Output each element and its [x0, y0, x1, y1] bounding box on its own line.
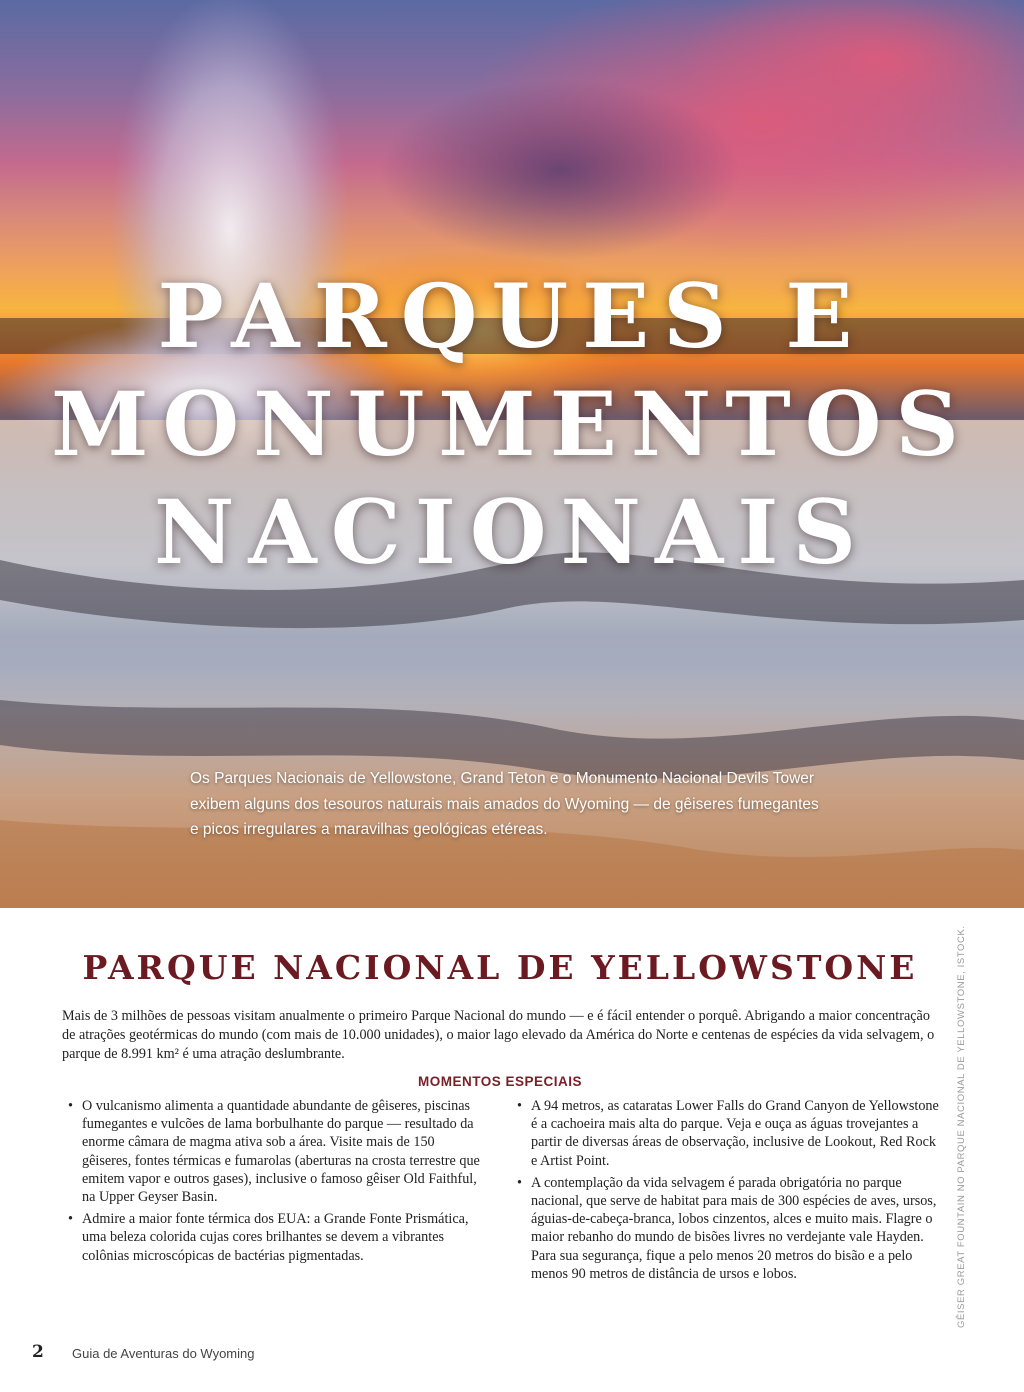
section-title: PARQUE NACIONAL DE YELLOWSTONE	[82, 948, 918, 987]
page-title	[0, 262, 1024, 586]
title-line: MONUMENTOS	[51, 372, 973, 476]
intro-paragraph: Os Parques Nacionais de Yellowstone, Grand Teton e o Monumento Nacional Devils Tower exibem alguns dos tesouros naturais mais amados do Wyoming — de gêiseres fumegantes e picos irregulares a maravilhas geológicas etéreas.	[190, 770, 819, 838]
lead-paragraph: Mais de 3 milhões de pessoas visitam anualmente o primeiro Parque Nacional do mundo — e é fácil entender o porquê. Abrigando a maior concentração de atrações geotérmicas do mundo (com mais de 10.000 unidades), o maior lago elevado da América do Norte e centenas de espécies da vida selvagem, o parque de 8.991 km² é uma atração deslumbrante.	[62, 1008, 935, 1062]
highlights-list-right	[517, 1097, 941, 1287]
subhead-highlights: MOMENTOS ESPECIAIS	[417, 1074, 583, 1089]
list-item: • Admire a maior fonte térmica dos EUA: a Grande Fonte Prismática, uma beleza colorida cujas cores brilhantes se devem a vibrantes colônias microscópicas de bactérias pigmentadas.	[68, 1210, 486, 1265]
title-line: NACIONAIS	[153, 480, 870, 584]
list-item: • A contemplação da vida selvagem é parada obrigatória no parque nacional, que serve de habitat para mais de 300 espécies de aves, ursos, águias-de-cabeça-branca, lobos cinzentos, alces e muito mais. Flagre o maior rebanho do mundo de bisões livres no verdejante vale Hayden. Para sua segurança, fique a pelo menos 20 metros do bisão e a pelo menos 90 metros de distância de ursos e lobos.	[517, 1174, 941, 1283]
list-item: • A 94 metros, as cataratas Lower Falls do Grand Canyon de Yellowstone é a cachoeira mais alta do parque. Veja e ouça as águas trovejantes a partir de diversas áreas de observação, inclusive de Lookout, Red Rock e Artist Point.	[517, 1097, 941, 1170]
title-line: PARQUES E	[157, 264, 867, 368]
photo-credit: GÊISER GREAT FOUNTAIN NO PARQUE NACIONAL DE YELLOWSTONE, ISTOCK.	[956, 925, 967, 1328]
publication-title: Guia de Aventuras do Wyoming	[72, 1346, 255, 1361]
list-item: • O vulcanismo alimenta a quantidade abundante de gêiseres, piscinas fumegantes e vulcões de lama borbulhante do parque — resultado da enorme câmara de magma ativa sob a área. Visite mais de 150 gêiseres, fontes térmicas e fumarolas (aberturas na crosta terrestre que emitem vapor e outros gases), inclusive o famoso gêiser Old Faithful, na Upper Geyser Basin.	[68, 1097, 486, 1206]
page-number: 2	[32, 1342, 44, 1362]
highlights-list-left	[68, 1097, 486, 1269]
